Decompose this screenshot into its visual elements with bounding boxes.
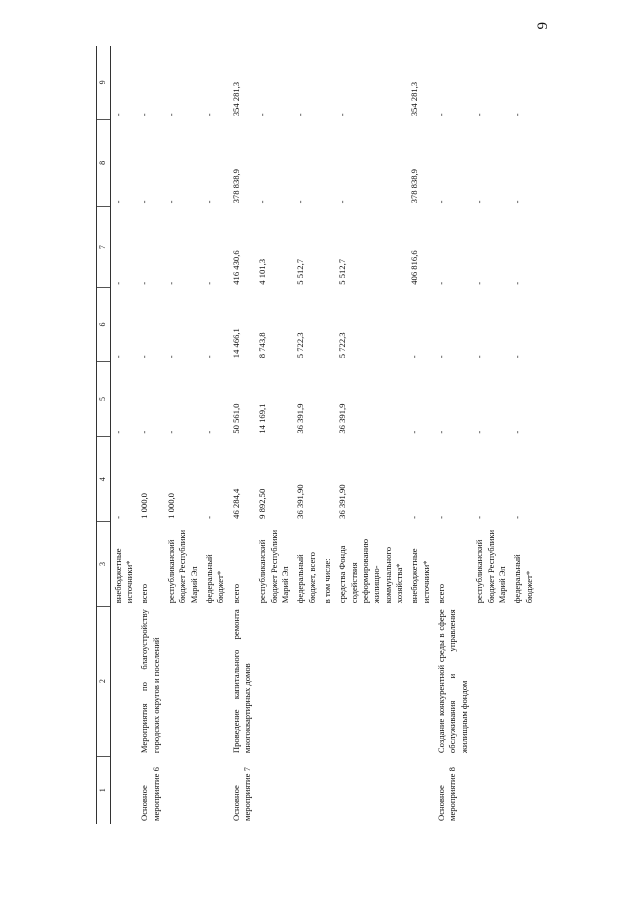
column-header: 6 xyxy=(97,288,111,361)
mero-title xyxy=(335,606,407,756)
table-row xyxy=(407,46,434,824)
value-cell: - xyxy=(436,113,447,117)
value-cell: 46 284,4 xyxy=(230,488,241,519)
value-cell: - xyxy=(203,430,214,434)
table-row xyxy=(472,46,510,824)
value-cell: - xyxy=(165,200,176,204)
table-row xyxy=(434,46,472,824)
mero-title xyxy=(407,606,434,756)
value-cell: 36 391,90 xyxy=(295,484,306,519)
value-cell: 4 101,3 xyxy=(257,258,268,285)
value-cell: - xyxy=(112,355,123,359)
funding-source: всего xyxy=(139,583,150,604)
header-row xyxy=(97,46,111,824)
value-cell: 378 838,9 xyxy=(230,169,241,204)
funding-source: всего xyxy=(230,583,241,604)
value-cell: - xyxy=(112,515,123,519)
value-cell: 36 391,9 xyxy=(295,403,306,434)
value-cell: - xyxy=(474,281,485,285)
value-cell: 5 512,7 xyxy=(337,258,348,285)
value-cell: - xyxy=(295,200,306,204)
funding-source: федеральный бюджет* xyxy=(203,554,226,604)
value-cell: 36 391,90 xyxy=(337,484,348,519)
mero-title xyxy=(472,606,510,756)
value-cell: 416 430,6 xyxy=(230,250,241,285)
mero-number xyxy=(472,756,510,824)
mero-title xyxy=(202,606,229,756)
value-cell: - xyxy=(337,200,348,204)
column-header: 7 xyxy=(97,206,111,287)
funding-source: республиканский бюджет Республики Марий Эл xyxy=(165,529,199,604)
value-cell: - xyxy=(409,515,420,519)
table-row xyxy=(137,46,164,824)
table-row xyxy=(255,46,293,824)
value-cell xyxy=(320,288,335,361)
table-row xyxy=(110,46,137,824)
value-cell: - xyxy=(112,281,123,285)
value-cell: - xyxy=(436,430,447,434)
mero-number xyxy=(293,756,320,824)
mero-number xyxy=(510,756,537,824)
value-cell: 50 561,0 xyxy=(230,403,241,434)
mero-number xyxy=(255,756,293,824)
value-cell: - xyxy=(257,200,268,204)
value-cell: - xyxy=(512,515,523,519)
page-number: 9 xyxy=(535,22,551,30)
table-body xyxy=(110,46,537,824)
value-cell: - xyxy=(474,200,485,204)
value-cell: - xyxy=(409,355,420,359)
value-cell: - xyxy=(436,515,447,519)
mero-number xyxy=(164,756,202,824)
value-cell: - xyxy=(512,113,523,117)
value-cell: 9 892,50 xyxy=(257,488,268,519)
mero-number xyxy=(320,756,335,824)
value-cell: - xyxy=(112,113,123,117)
column-header: 8 xyxy=(97,119,111,206)
value-cell: - xyxy=(512,281,523,285)
value-cell xyxy=(320,437,335,522)
value-cell: - xyxy=(436,200,447,204)
value-cell: - xyxy=(436,355,447,359)
funding-source: республиканский бюджет Республики Марий Эл xyxy=(257,529,291,604)
value-cell: - xyxy=(139,430,150,434)
funding-source: в том числе: xyxy=(322,558,333,604)
mero-title xyxy=(164,606,202,756)
value-cell: 1 000,0 xyxy=(165,493,176,519)
mero-title xyxy=(510,606,537,756)
mero-number xyxy=(407,756,434,824)
value-cell xyxy=(320,361,335,436)
funding-source: федеральный бюджет, всего xyxy=(295,552,317,604)
value-cell: - xyxy=(337,113,348,117)
value-cell: 14 169,1 xyxy=(257,403,268,434)
value-cell: - xyxy=(512,200,523,204)
value-cell: - xyxy=(436,281,447,285)
value-cell: - xyxy=(139,355,150,359)
value-cell xyxy=(320,119,335,206)
value-cell: 5 722,3 xyxy=(337,332,348,359)
funding-source: всего xyxy=(436,583,447,604)
mero-title xyxy=(110,606,137,756)
table-row xyxy=(320,46,335,824)
mero-title: Создание конкурентной среды в сфере обслуживания и управления жилищным фондом xyxy=(436,609,469,754)
value-cell: 354 281,3 xyxy=(230,81,241,117)
table-row xyxy=(293,46,320,824)
value-cell: - xyxy=(474,355,485,359)
value-cell: 406 816,6 xyxy=(409,250,420,285)
value-cell: 36 391,9 xyxy=(337,403,348,434)
value-cell: 1 000,0 xyxy=(139,493,150,519)
mero-title xyxy=(255,606,293,756)
value-cell: - xyxy=(203,355,214,359)
mero-number xyxy=(202,756,229,824)
value-cell: - xyxy=(203,200,214,204)
value-cell: 5 512,7 xyxy=(295,258,306,285)
value-cell: - xyxy=(203,281,214,285)
value-cell: 5 722,3 xyxy=(295,332,306,359)
value-cell: - xyxy=(203,113,214,117)
column-header: 5 xyxy=(97,361,111,436)
table-row xyxy=(229,46,256,824)
value-cell: - xyxy=(512,355,523,359)
mero-title: Мероприятия по благоустройству городских округов и поселений xyxy=(139,609,161,754)
value-cell: - xyxy=(165,113,176,117)
value-cell: - xyxy=(512,430,523,434)
value-cell: - xyxy=(474,515,485,519)
column-header: 9 xyxy=(97,46,111,119)
value-cell xyxy=(320,46,335,119)
funding-source: средства Фонда содействия реформированию жилищно-коммунального хозяйства* xyxy=(337,538,405,604)
mero-title: Проведение капитального ремонта многоквартирных домов xyxy=(230,609,252,754)
value-cell: - xyxy=(474,430,485,434)
funding-source: федеральный бюджет* xyxy=(512,554,534,604)
value-cell: - xyxy=(112,200,123,204)
value-cell: 354 281,3 xyxy=(409,81,420,117)
budget-table xyxy=(96,46,537,824)
column-header: 3 xyxy=(97,522,111,606)
value-cell: - xyxy=(165,281,176,285)
value-cell: - xyxy=(474,113,485,117)
value-cell xyxy=(320,206,335,287)
table-row xyxy=(510,46,537,824)
value-cell: - xyxy=(139,281,150,285)
value-cell: - xyxy=(409,430,420,434)
mero-number xyxy=(110,756,137,824)
column-header: 1 xyxy=(97,756,111,824)
value-cell: - xyxy=(203,515,214,519)
table-row xyxy=(164,46,202,824)
table-row xyxy=(202,46,229,824)
value-cell: - xyxy=(165,355,176,359)
value-cell: 8 743,8 xyxy=(257,332,268,359)
value-cell: - xyxy=(295,113,306,117)
value-cell: - xyxy=(165,430,176,434)
value-cell: 378 838,9 xyxy=(409,169,420,204)
mero-title xyxy=(293,606,320,756)
table-row xyxy=(335,46,407,824)
funding-source: внебюджетные источники* xyxy=(112,548,134,604)
mero-number: Основное мероприятие 6 xyxy=(139,767,161,821)
value-cell: - xyxy=(257,113,268,117)
value-cell: - xyxy=(139,113,150,117)
column-header: 2 xyxy=(97,606,111,756)
value-cell: - xyxy=(139,200,150,204)
funding-source: республиканский бюджет Республики Марий Эл xyxy=(474,529,507,604)
value-cell: - xyxy=(112,430,123,434)
funding-source: внебюджетные источники* xyxy=(409,548,431,604)
mero-number: Основное мероприятие 8 xyxy=(436,767,458,821)
column-header: 4 xyxy=(97,437,111,522)
mero-number xyxy=(335,756,407,824)
mero-number: Основное мероприятие 7 xyxy=(230,767,252,821)
mero-title xyxy=(320,606,335,756)
value-cell: 14 466,1 xyxy=(230,328,241,359)
